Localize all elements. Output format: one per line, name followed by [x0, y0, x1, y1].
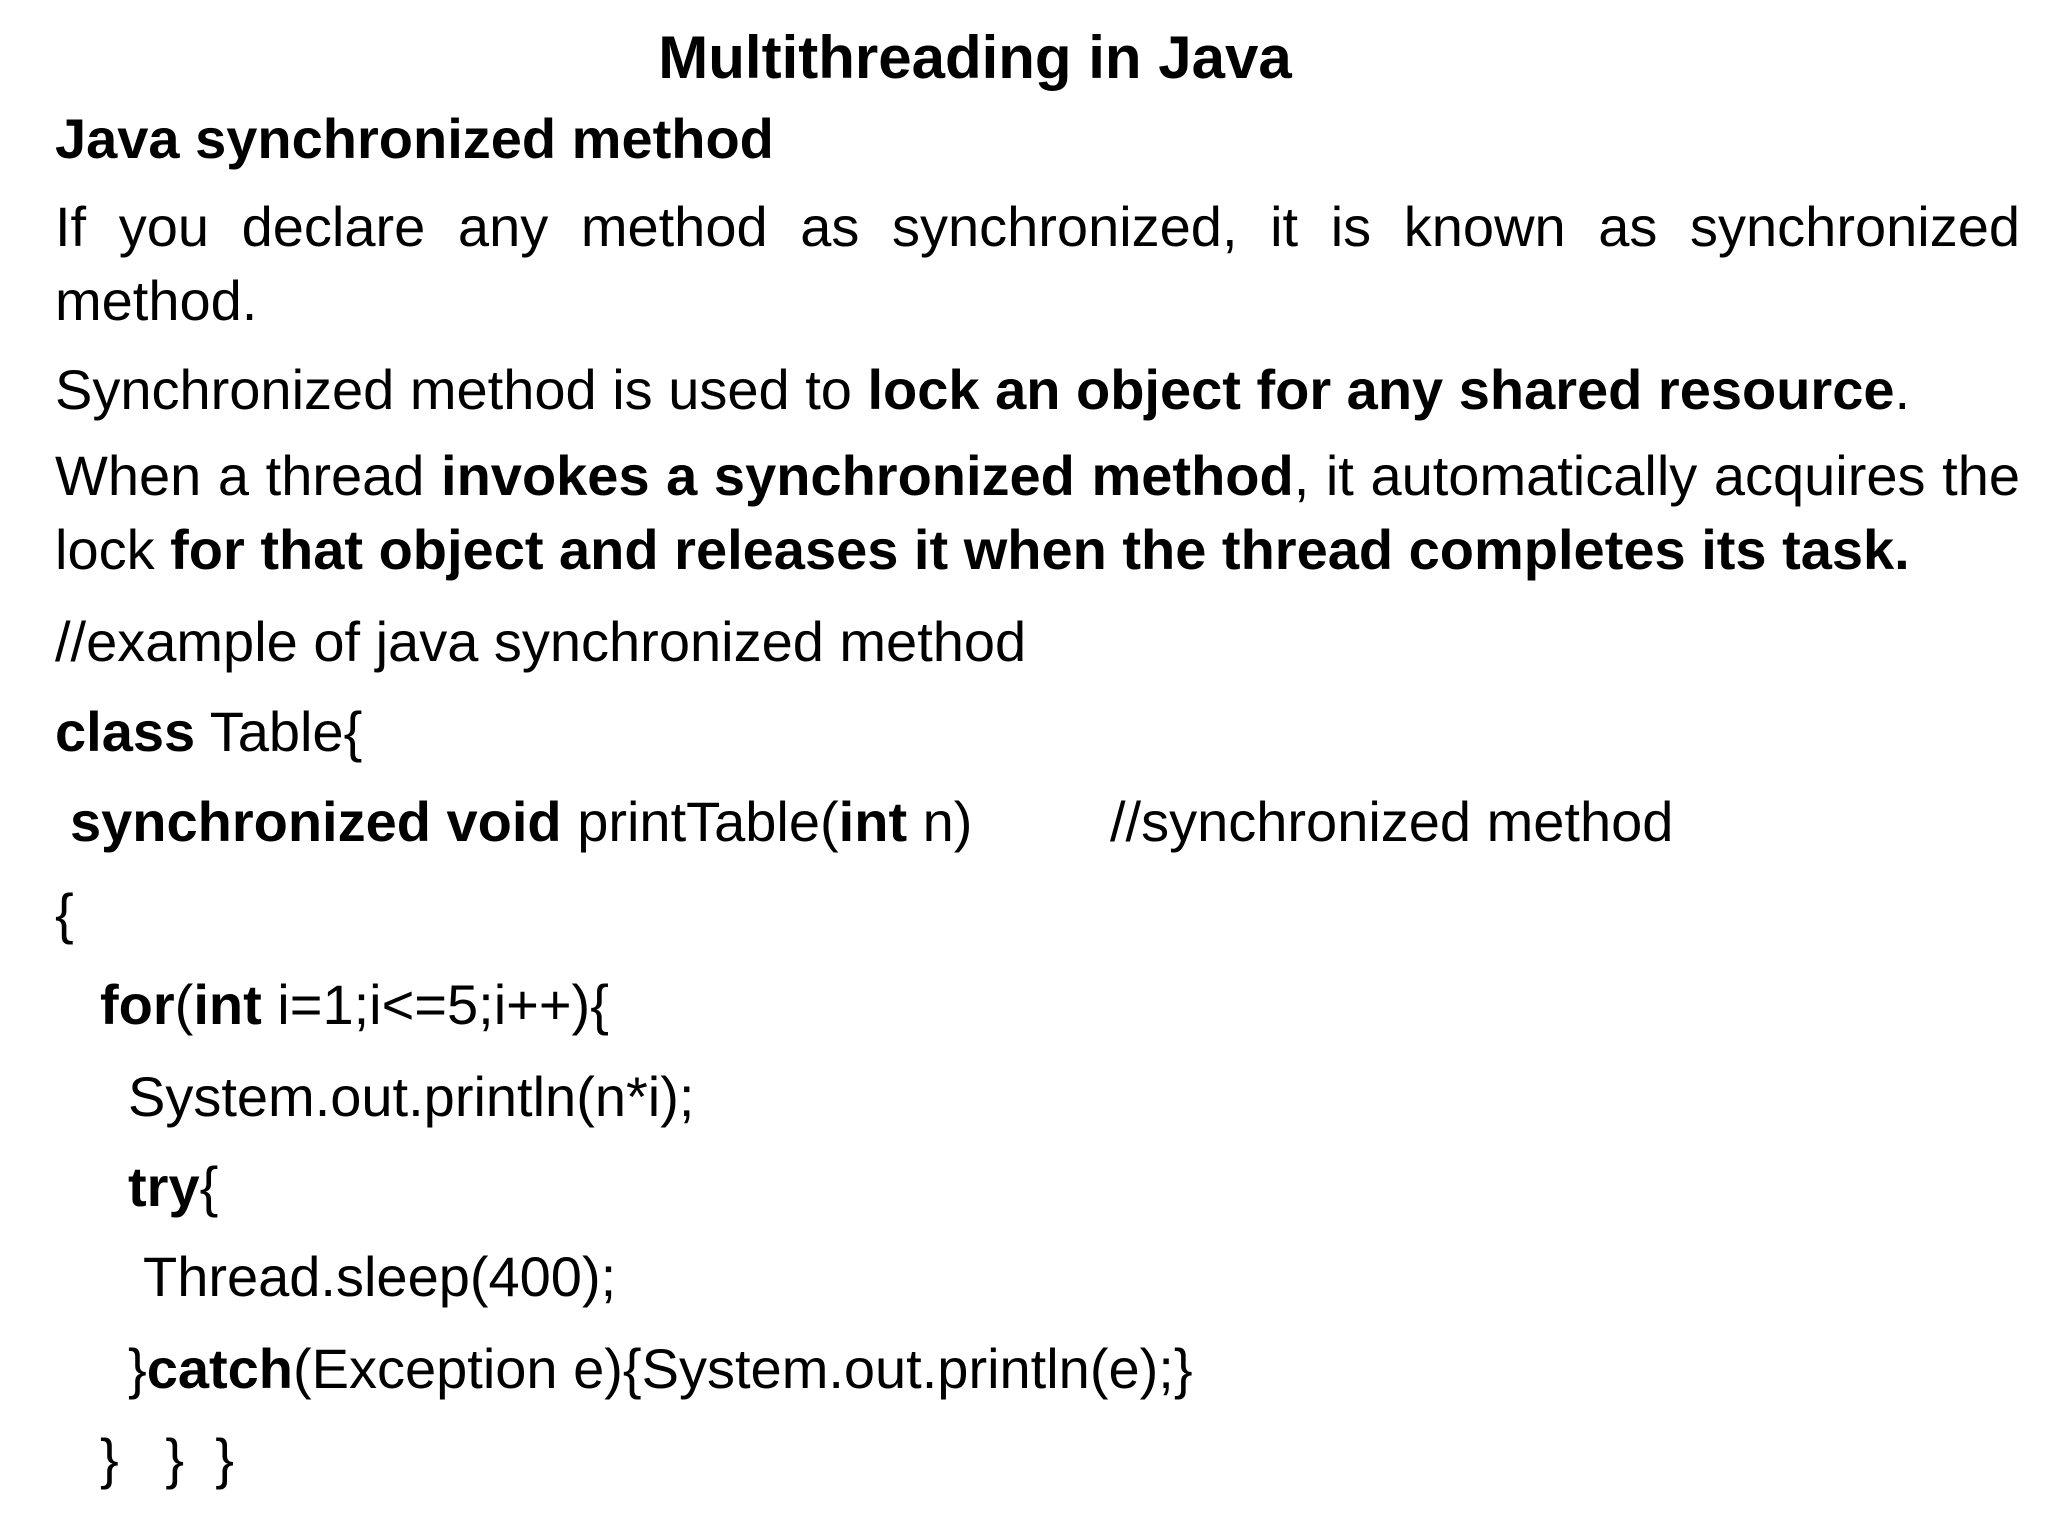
code-line-method — [70, 785, 972, 859]
paragraph-1-line-1: If you declare any method as synchronized, it is known as synchronized — [55, 195, 2020, 258]
code-keyword: int — [193, 973, 262, 1036]
code-line-closing-braces: } } } — [100, 1427, 234, 1490]
paragraph-3-line-2-bold: for that object and releases it when the thread completes its task. — [170, 518, 1910, 581]
code-text: } — [128, 1337, 147, 1400]
code-line-class — [55, 695, 362, 769]
code-keyword: for — [100, 973, 175, 1036]
code-keyword: int — [838, 790, 908, 853]
paragraph-3-line-1 — [55, 439, 2020, 513]
code-inline-comment: //synchronized method — [1110, 790, 1674, 853]
code-line-try — [128, 1150, 218, 1224]
code-text: i=1;i<=5;i++){ — [261, 973, 609, 1036]
code-line-sleep: Thread.sleep(400); — [143, 1245, 617, 1308]
section-heading-text: Java synchronized method — [55, 107, 774, 170]
code-keyword: catch — [146, 1337, 293, 1400]
code-line-open-brace: { — [55, 882, 74, 945]
paragraph-3-post: , it automatically acquires the — [1293, 444, 2020, 507]
code-keyword: synchronized void — [70, 790, 562, 853]
paragraph-2-pre: Synchronized method is used to — [55, 358, 868, 421]
code-text: (Exception e){System.out.println(e);} — [293, 1337, 1193, 1400]
code-text: printTable( — [561, 790, 839, 853]
code-keyword: class — [55, 700, 196, 763]
code-line-catch — [128, 1332, 1193, 1406]
paragraph-3-bold: invokes a synchronized method — [441, 444, 1294, 507]
paragraph-3-line-2-pre: lock — [55, 518, 171, 581]
code-text: ( — [174, 973, 194, 1036]
paragraph-2-bold: lock an object for any shared resource — [867, 358, 1895, 421]
code-line-for — [100, 968, 609, 1042]
code-comment: //example of java synchronized method — [55, 610, 1027, 673]
code-text: { — [199, 1155, 219, 1218]
code-text: n) — [907, 790, 973, 853]
paragraph-3-pre: When a thread — [55, 444, 442, 507]
paragraph-2 — [55, 353, 1910, 427]
code-line-println: System.out.println(n*i); — [128, 1065, 695, 1128]
paragraph-1-line-2: method. — [55, 269, 258, 332]
paragraph-3-line-2 — [55, 513, 1910, 587]
section-heading — [55, 102, 774, 176]
code-keyword: try — [128, 1155, 200, 1218]
paragraph-2-post: . — [1894, 358, 1911, 421]
slide-title: Multithreading in Java — [658, 24, 1292, 91]
code-text: Table{ — [195, 700, 363, 763]
